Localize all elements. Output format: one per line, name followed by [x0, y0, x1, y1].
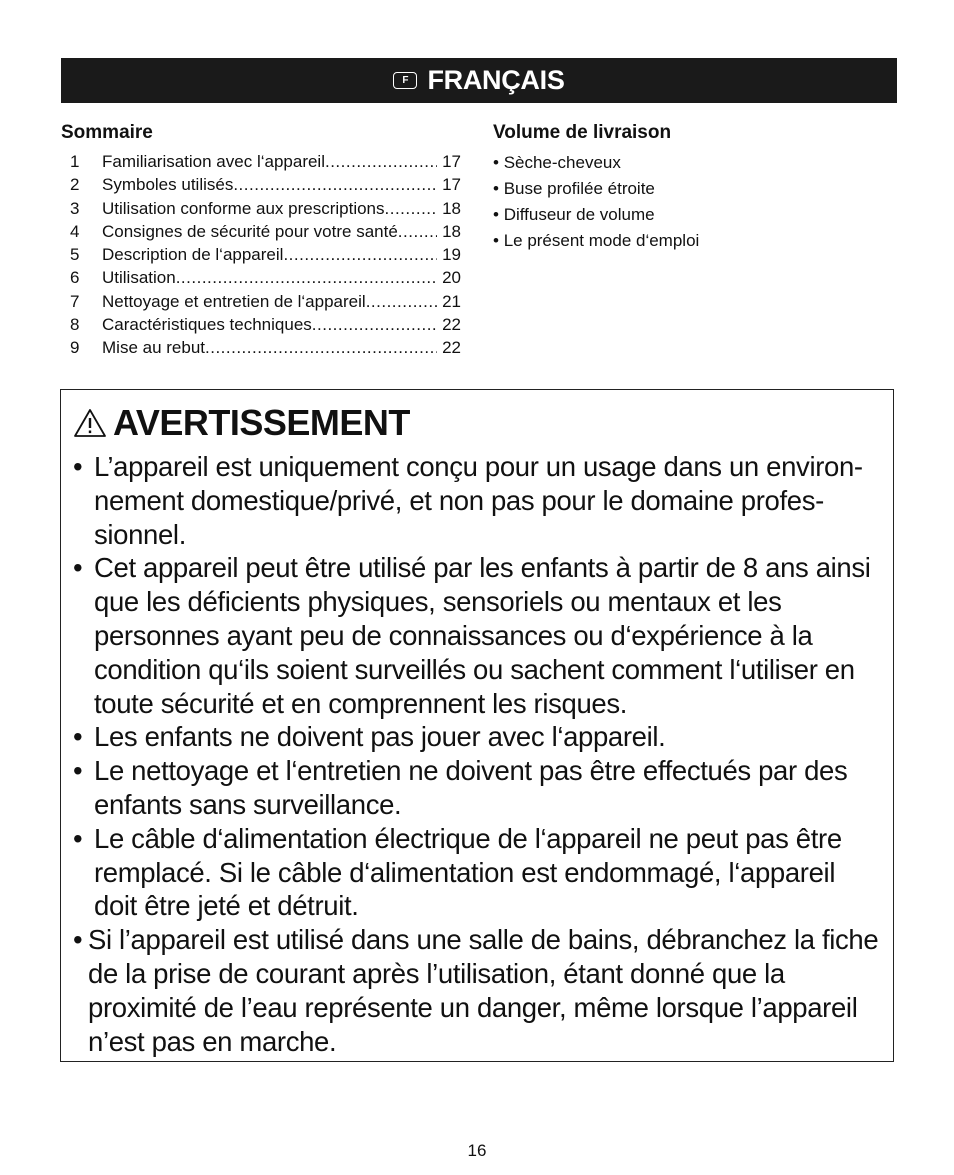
toc-number: 9	[70, 338, 80, 358]
delivery-heading: Volume de livraison	[493, 122, 672, 143]
table-of-contents	[61, 122, 461, 360]
toc-title: Nettoyage et entretien de l‘appareil	[102, 291, 366, 311]
page-number: 16	[467, 1141, 487, 1160]
warning-header	[73, 402, 881, 444]
delivery-item: • Le présent mode d‘emploi	[493, 228, 873, 254]
toc-list	[61, 150, 461, 360]
toc-title: Utilisation conforme aux prescriptions	[102, 198, 385, 218]
toc-title: Symboles utilisés	[102, 175, 234, 195]
toc-page: 22	[442, 315, 461, 335]
toc-title: Caractéristiques techniques	[102, 315, 312, 335]
toc-page: 21	[442, 291, 461, 311]
language-title: FRANÇAIS	[427, 65, 565, 95]
toc-leader-dots	[283, 243, 437, 266]
toc-leader-dots	[176, 266, 437, 289]
toc-page: 20	[442, 268, 461, 288]
warning-item: • Cet appareil peut être utilisé par les enfants à partir de 8 ans ainsi que les déficients physiques, sensoriels ou mentaux et les personnes ayant peu de connaissances ou d‘expérience à la condition qu‘ils soient surveillés ou sachent comment l‘utiliser en toute sécurité et en comprennent les risques.	[73, 551, 881, 720]
toc-page: 17	[442, 175, 461, 195]
warning-item: • L’appareil est uniquement conçu pour un usage dans un environnement domestique/privé, et non pas pour le domaine professionnel.	[73, 450, 881, 551]
delivery-item: • Diffuseur de volume	[493, 202, 873, 228]
toc-heading: Sommaire	[61, 122, 153, 143]
toc-number: 7	[70, 291, 80, 311]
warning-item: • Si l’appareil est utilisé dans une salle de bains, débranchez la fiche de la prise de courant après l’utilisation, étant donné que la proximité de l’eau représente un danger, même lorsque l’appareil n’est pas en marche.	[73, 923, 881, 1058]
toc-leader-dots	[366, 290, 437, 313]
warning-triangle-icon	[73, 408, 107, 438]
warning-item: • Les enfants ne doivent pas jouer avec l‘appareil.	[73, 720, 881, 754]
delivery-contents	[493, 122, 873, 254]
toc-row	[61, 220, 461, 243]
toc-number: 3	[70, 198, 80, 218]
delivery-list	[493, 150, 873, 254]
toc-number: 2	[70, 175, 80, 195]
toc-row	[61, 243, 461, 266]
toc-row	[61, 290, 461, 313]
toc-row	[61, 266, 461, 289]
toc-page: 18	[442, 221, 461, 241]
warning-item: • Le nettoyage et l‘entretien ne doivent pas être effectués par des enfants sans surveillance.	[73, 754, 881, 822]
warning-list	[73, 450, 881, 1058]
toc-page: 18	[442, 198, 461, 218]
toc-title: Consignes de sécurité pour votre santé	[102, 221, 398, 241]
toc-title: Utilisation	[102, 268, 176, 288]
toc-page: 17	[442, 152, 461, 171]
toc-number: 5	[70, 245, 80, 265]
toc-leader-dots	[233, 173, 437, 196]
language-code-badge: F	[393, 72, 417, 89]
warning-item: • Le câble d‘alimentation électrique de l‘appareil ne peut pas être remplacé. Si le câble d‘alimentation est endommagé, l‘appareil doit être jeté et détruit.	[73, 822, 881, 923]
toc-leader-dots	[312, 313, 437, 336]
toc-row	[61, 336, 461, 359]
toc-leader-dots	[205, 336, 437, 359]
toc-row	[61, 173, 461, 196]
toc-number: 8	[70, 315, 80, 335]
delivery-item: • Sèche-cheveux	[493, 150, 873, 176]
toc-leader-dots	[325, 150, 437, 173]
toc-number: 6	[70, 268, 80, 288]
toc-number: 4	[70, 221, 80, 241]
warning-title: AVERTISSEMENT	[113, 402, 410, 443]
toc-leader-dots	[398, 220, 437, 243]
toc-page: 22	[442, 338, 461, 358]
toc-title: Mise au rebut	[102, 338, 205, 358]
toc-row	[61, 313, 461, 336]
toc-title: Familiarisation avec l‘appareil	[102, 152, 325, 171]
delivery-item: • Buse profilée étroite	[493, 176, 873, 202]
language-header-bar	[61, 58, 897, 103]
toc-title: Description de l‘appareil	[102, 245, 284, 265]
toc-number: 1	[70, 152, 80, 171]
toc-page: 19	[442, 245, 461, 265]
toc-row	[61, 150, 461, 173]
warning-box	[60, 389, 894, 1062]
toc-row	[61, 197, 461, 220]
toc-leader-dots	[385, 197, 437, 220]
